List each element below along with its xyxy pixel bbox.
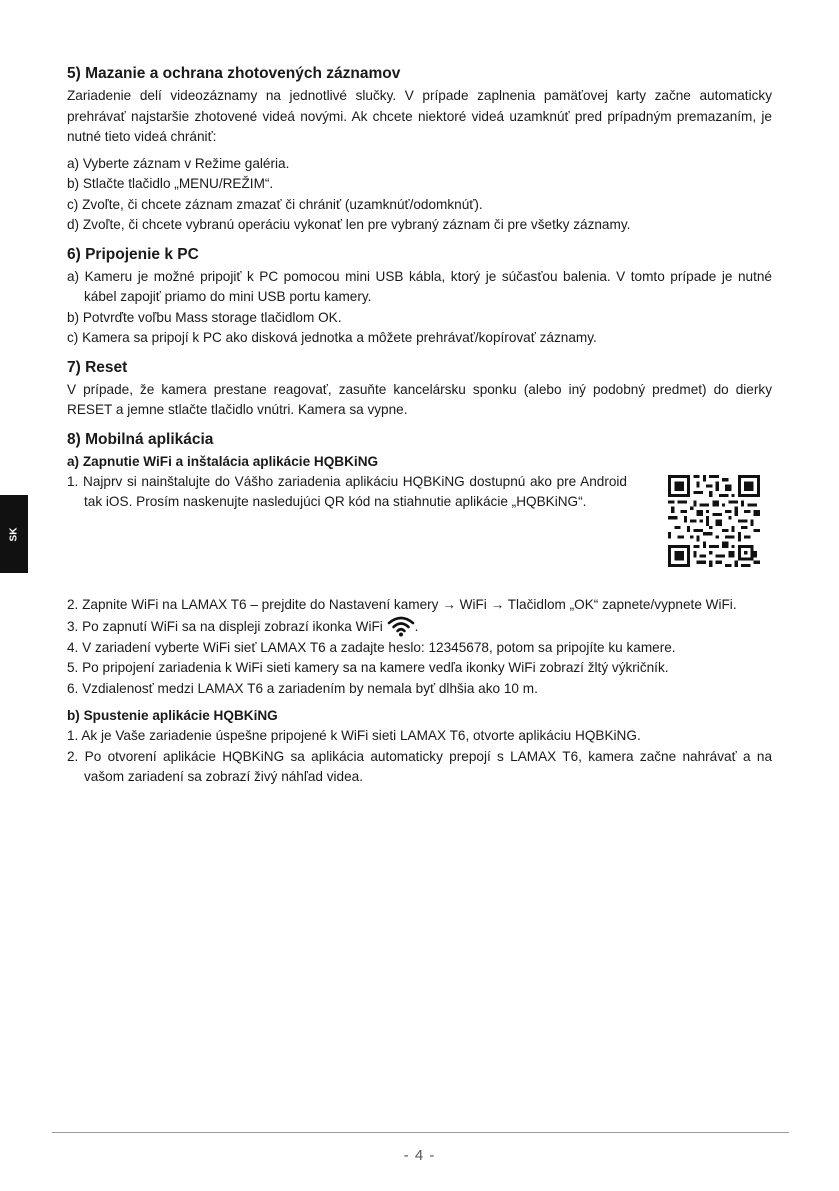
page-content: [67, 64, 772, 797]
list-item: b) Potvrďte voľbu Mass storage tlačidlom OK.: [67, 309, 342, 325]
list-item: 4. V zariadení vyberte WiFi sieť LAMAX T6 a zadajte heslo: 12345678, potom sa pripojíte ku kamere.: [67, 639, 676, 655]
list-item: d) Zvoľte, či chcete vybranú operáciu vykonať len pre vybraný záznam či pre všetky záznamy.: [67, 217, 631, 232]
list-item: c) Kamera sa pripojí k PC ako disková jednotka a môžete prehrávať/kopírovať záznamy.: [67, 330, 597, 345]
section-8b-title: b) Spustenie aplikácie HQBKiNG: [67, 708, 278, 723]
section-6-title: 6) Pripojenie k PC: [67, 245, 199, 263]
list-item: b) Stlačte tlačidlo „MENU/REŽIM“.: [67, 176, 274, 191]
section-5-title: 5) Mazanie a ochrana zhotovených záznamov: [67, 65, 401, 82]
section-8-title: 8) Mobilná aplikácia: [67, 430, 214, 448]
section-7-title: 7) Reset: [67, 358, 128, 376]
list-item: 1. Ak je Vaše zariadenie úspešne pripojené k WiFi sieti LAMAX T6, otvorte aplikáciu HQBKiNG.: [67, 728, 641, 743]
list-item: 2. Zapnite WiFi na LAMAX T6 – prejdite do Nastavení kamery → WiFi → Tlačidlom „OK“ zapnete/vypnete WiFi.: [67, 596, 737, 612]
list-item: c) Zvoľte, či chcete záznam zmazať či chrániť (uzamknúť/odomknúť).: [67, 196, 483, 212]
section-8b-list: [67, 726, 772, 788]
list-item-text: 3. Po zapnutí WiFi sa na displeji zobrazí ikonka WiFi: [67, 619, 383, 634]
section-5-list: [67, 154, 772, 236]
section-7-text: V prípade, že kamera prestane reagovať, zasuňte kancelársku sponku (alebo iný podobný predmet) do dierky RESET a jemne stlačte tlačidlo vnútri. Kamera sa vypne.: [67, 381, 772, 417]
section-6-list: [67, 267, 772, 349]
page-number: - 4 -: [403, 1147, 436, 1164]
list-item: 1. Najprv si nainštalujte do Vášho zariadenia aplikáciu HQBKiNG dostupnú ako pre Android tak iOS. Prosím naskenujte nasledujúci QR kód na stiahnutie aplikácie „HQBKiNG“.: [67, 473, 627, 509]
section-7: [67, 358, 772, 421]
language-tab: [0, 495, 28, 573]
section-8: [67, 430, 772, 788]
section-8a-list: [67, 595, 772, 700]
language-tab-label: SK: [8, 527, 20, 541]
footer-divider: [52, 1132, 789, 1133]
qr-code-icon: [664, 475, 764, 567]
list-item: a) Vyberte záznam v Režime galéria.: [67, 155, 290, 171]
section-8a-list-top: [67, 472, 627, 513]
list-item: 6. Vzdialenosť medzi LAMAX T6 a zariadením by nemala byť dlhšia ako 10 m.: [67, 680, 538, 696]
list-item-wifi: [67, 615, 772, 638]
section-8a-title: a) Zapnutie WiFi a inštalácia aplikácie HQBKiNG: [67, 453, 379, 469]
list-item-text-end: .: [414, 619, 419, 634]
section-5-intro: Zariadenie delí videozáznamy na jednotlivé slučky. V prípade zaplnenia pamäťovej karty začne automaticky prehrávať najstaršie zhotovené videá novými. Ak chcete niektoré videá uzamknúť pred prípadným premazaním, je nutné tieto videá chrániť:: [67, 88, 772, 144]
section-6: [67, 245, 772, 349]
list-item: 2. Po otvorení aplikácie HQBKiNG sa aplikácia automaticky prepojí s LAMAX T6, kamera začne nahrávať a na vašom zariadení sa zobrazí živý náhľad videa.: [67, 748, 772, 784]
wifi-icon: [387, 615, 415, 637]
list-item: a) Kameru je možné pripojiť k PC pomocou mini USB kábla, ktorý je súčasťou balenia. V tomto prípade je nutné kábel zapojiť priamo do mini USB portu kamery.: [67, 268, 772, 304]
list-item: 5. Po pripojení zariadenia k WiFi sieti kamery sa na kamere vedľa ikonky WiFi zobrazí žltý výkričník.: [67, 660, 669, 675]
section-5: [67, 64, 772, 236]
qr-row: [67, 472, 772, 567]
